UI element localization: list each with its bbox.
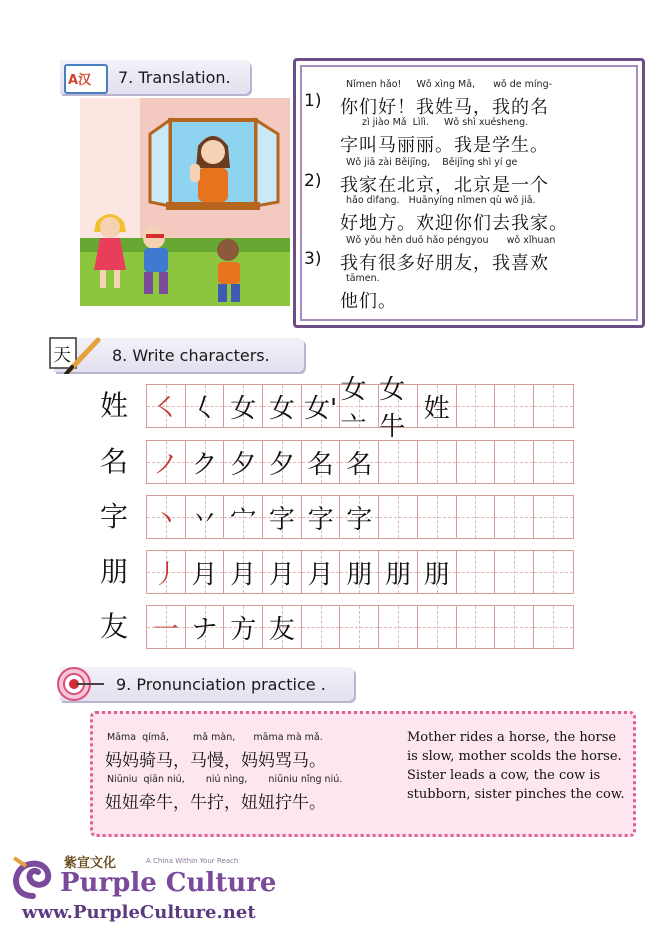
stroke-step: 一 bbox=[152, 614, 179, 645]
stroke-step: 宀 bbox=[230, 504, 257, 535]
grid-cell[interactable] bbox=[495, 551, 534, 593]
watermark-chinese-name: 紫宣文化 bbox=[64, 856, 117, 871]
grid-cell[interactable] bbox=[340, 441, 379, 483]
grid-cell[interactable] bbox=[418, 551, 457, 593]
tongue-twister-2-pinyin: Niūniu qiān niú, niú nìng, niūniu nǐng niú. bbox=[107, 774, 343, 785]
grid-cell[interactable] bbox=[302, 551, 341, 593]
sentence-2-hanzi-1: 我家在北京，北京是一个 bbox=[340, 175, 549, 196]
children-window-picture bbox=[80, 98, 290, 306]
brush-icon-text: 天 bbox=[53, 345, 71, 366]
grid-cell[interactable] bbox=[457, 606, 496, 648]
practice-char-row-3: 字 bbox=[99, 500, 128, 533]
grid-cell[interactable] bbox=[263, 606, 302, 648]
practice-char-row-2: 名 bbox=[99, 445, 128, 478]
section-7-title: 7. Translation. bbox=[118, 68, 231, 87]
practice-grid-row-2 bbox=[146, 440, 574, 484]
sentence-2-hanzi-2: 好地方。欢迎你们去我家。 bbox=[340, 213, 568, 234]
section-9-header bbox=[60, 667, 354, 701]
stroke-step: 名 bbox=[307, 449, 334, 480]
stroke-step: 丿 bbox=[152, 559, 179, 590]
stroke-step: 字 bbox=[268, 504, 295, 535]
stroke-step: 名 bbox=[346, 449, 373, 480]
stroke-step: 姓 bbox=[423, 393, 450, 424]
grid-cell[interactable] bbox=[457, 551, 496, 593]
sentence-1-number: 1) bbox=[304, 91, 322, 111]
stroke-step: 月 bbox=[268, 559, 295, 590]
watermark-url[interactable]: www.PurpleCulture.net bbox=[22, 902, 256, 923]
stroke-step: 月 bbox=[307, 559, 334, 590]
sentence-3-number: 3) bbox=[304, 249, 322, 269]
grid-cell[interactable] bbox=[147, 385, 186, 427]
grid-cell[interactable] bbox=[495, 496, 534, 538]
grid-cell[interactable] bbox=[379, 496, 418, 538]
grid-cell[interactable] bbox=[457, 496, 496, 538]
grid-cell[interactable] bbox=[534, 441, 573, 483]
practice-char-row-1: 姓 bbox=[99, 389, 128, 422]
stroke-step: 月 bbox=[191, 559, 218, 590]
grid-cell[interactable] bbox=[418, 496, 457, 538]
grid-cell[interactable] bbox=[263, 441, 302, 483]
sentence-3-pinyin-2: tāmen. bbox=[346, 273, 380, 284]
tongue-twister-1-pinyin: Māma qímǎ, mǎ màn, māma mà mǎ. bbox=[107, 732, 323, 743]
stroke-step: 方 bbox=[230, 614, 257, 645]
grid-cell[interactable] bbox=[534, 385, 573, 427]
grid-cell[interactable] bbox=[534, 551, 573, 593]
grid-cell[interactable] bbox=[495, 441, 534, 483]
stroke-step: 夕 bbox=[268, 449, 295, 480]
practice-char-row-4: 朋 bbox=[99, 555, 128, 588]
swirl-logo-icon bbox=[8, 852, 58, 900]
sentence-3-hanzi-2: 他们。 bbox=[340, 291, 397, 312]
translation-box bbox=[293, 58, 645, 328]
sentence-1-hanzi-1: 你们好！我姓马，我的名 bbox=[340, 97, 549, 118]
stroke-step: ㇛ bbox=[152, 393, 179, 424]
stroke-step: 女 bbox=[268, 393, 295, 424]
grid-cell[interactable] bbox=[379, 375, 418, 442]
stroke-step: ナ bbox=[191, 614, 218, 645]
stroke-step: 朋 bbox=[423, 559, 450, 590]
stroke-step: 女亠 bbox=[340, 375, 367, 442]
practice-grid-row-4 bbox=[146, 550, 574, 594]
grid-cell[interactable] bbox=[418, 385, 457, 427]
stroke-step: ノ bbox=[152, 449, 179, 480]
grid-cell[interactable] bbox=[495, 606, 534, 648]
grid-cell[interactable] bbox=[379, 441, 418, 483]
stroke-step: 女牛 bbox=[379, 375, 406, 442]
stroke-step: ク bbox=[191, 449, 218, 480]
stroke-step: 字 bbox=[307, 504, 334, 535]
grid-cell[interactable] bbox=[186, 496, 225, 538]
section-9-title: 9. Pronunciation practice . bbox=[116, 675, 326, 694]
stroke-step: 女 bbox=[230, 393, 257, 424]
practice-grid-row-1 bbox=[146, 375, 574, 442]
grid-cell[interactable] bbox=[147, 496, 186, 538]
english-translation: Mother rides a horse, the horse is slow, mother scolds the horse. Sister leads a cow, the cow is stubborn, sister pinches the cow. bbox=[407, 730, 625, 802]
sentence-2-number: 2) bbox=[304, 171, 322, 191]
section-8-header bbox=[54, 338, 304, 372]
grid-cell[interactable] bbox=[147, 551, 186, 593]
practice-grid-row-3 bbox=[146, 495, 574, 539]
grid-cell[interactable] bbox=[224, 385, 263, 427]
practice-grid-row-5 bbox=[146, 605, 574, 649]
grid-cell[interactable] bbox=[147, 441, 186, 483]
grid-cell[interactable] bbox=[534, 496, 573, 538]
grid-cell[interactable] bbox=[302, 441, 341, 483]
stroke-step: 字 bbox=[346, 504, 373, 535]
grid-cell[interactable] bbox=[379, 606, 418, 648]
grid-cell[interactable] bbox=[224, 496, 263, 538]
grid-cell[interactable] bbox=[457, 441, 496, 483]
grid-cell[interactable] bbox=[418, 441, 457, 483]
pronunciation-box bbox=[90, 711, 636, 837]
grid-cell[interactable] bbox=[457, 385, 496, 427]
grid-cell[interactable] bbox=[340, 551, 379, 593]
grid-cell[interactable] bbox=[186, 385, 225, 427]
grid-cell[interactable] bbox=[224, 551, 263, 593]
grid-cell[interactable] bbox=[186, 551, 225, 593]
grid-cell[interactable] bbox=[147, 606, 186, 648]
grid-cell[interactable] bbox=[263, 385, 302, 427]
grid-cell[interactable] bbox=[224, 441, 263, 483]
section-7-header bbox=[60, 60, 250, 94]
sentence-2-pinyin-1: Wǒ jiā zài Běijīng, Běijīng shì yí ge bbox=[346, 157, 518, 168]
grid-cell[interactable] bbox=[263, 551, 302, 593]
sentence-1-pinyin-2: zì jiào Mǎ Lìlì. Wǒ shì xuésheng. bbox=[362, 117, 529, 128]
section-8-title: 8. Write characters. bbox=[112, 346, 270, 365]
translation-book-icon bbox=[64, 64, 108, 94]
stroke-step: 丶 bbox=[152, 504, 179, 535]
stroke-step: 友 bbox=[268, 614, 295, 645]
stroke-step: 朋 bbox=[384, 559, 411, 590]
grid-cell[interactable] bbox=[263, 496, 302, 538]
stroke-step: 月 bbox=[230, 559, 257, 590]
watermark-brand-name: Purple Culture bbox=[60, 868, 277, 898]
sentence-3-pinyin-1: Wǒ yǒu hěn duō hǎo péngyou wǒ xǐhuan bbox=[346, 235, 556, 246]
sentence-1-pinyin-1: Nǐmen hǎo! Wǒ xìng Mǎ, wǒ de míng- bbox=[346, 79, 553, 90]
grid-cell[interactable] bbox=[186, 441, 225, 483]
stroke-step: 𡿨 bbox=[191, 393, 218, 424]
translation-icon-text: A汉 bbox=[68, 73, 92, 88]
grid-cell[interactable] bbox=[379, 551, 418, 593]
grid-cell[interactable] bbox=[302, 606, 341, 648]
grid-cell[interactable] bbox=[340, 606, 379, 648]
watermark-tagline: A China Within Your Reach bbox=[146, 857, 239, 865]
brush-icon bbox=[48, 336, 102, 374]
stroke-step: 夕 bbox=[230, 449, 257, 480]
sentence-2-pinyin-2: hǎo dìfang. Huānyíng nǐmen qù wǒ jiā. bbox=[346, 195, 536, 206]
stroke-step: 朋 bbox=[346, 559, 373, 590]
sentence-1-hanzi-2: 字叫马丽丽。我是学生。 bbox=[340, 135, 549, 156]
grid-cell[interactable] bbox=[302, 496, 341, 538]
grid-cell[interactable] bbox=[495, 385, 534, 427]
grid-cell[interactable] bbox=[534, 606, 573, 648]
stroke-step: 丷 bbox=[191, 504, 218, 535]
grid-cell[interactable] bbox=[340, 496, 379, 538]
tongue-twister-2-hanzi: 妞妞牵牛，牛拧，妞妞拧牛。 bbox=[105, 793, 326, 813]
stroke-step: 女' bbox=[304, 393, 338, 424]
target-icon bbox=[56, 665, 106, 703]
grid-cell[interactable] bbox=[418, 606, 457, 648]
grid-cell[interactable] bbox=[186, 606, 225, 648]
grid-cell[interactable] bbox=[224, 606, 263, 648]
children-illustration bbox=[80, 98, 290, 306]
sentence-3-hanzi-1: 我有很多好朋友，我喜欢 bbox=[340, 253, 549, 274]
practice-char-row-5: 友 bbox=[99, 610, 128, 643]
grid-cell[interactable] bbox=[302, 385, 341, 427]
tongue-twister-1-hanzi: 妈妈骑马，马慢，妈妈骂马。 bbox=[105, 751, 326, 771]
grid-cell[interactable] bbox=[340, 375, 379, 442]
